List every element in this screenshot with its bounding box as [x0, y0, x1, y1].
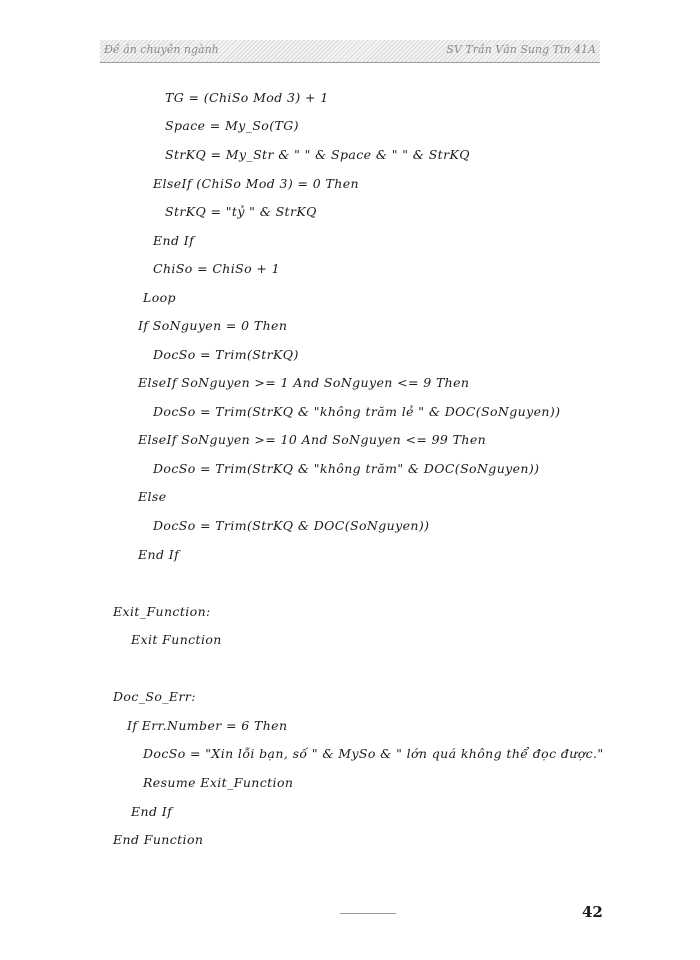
code-line: ChiSo = ChiSo + 1 — [153, 261, 280, 276]
code-line: Space = My_So(TG) — [165, 118, 299, 133]
code-line: Loop — [143, 290, 176, 305]
code-line: End If — [153, 233, 195, 248]
code-line: Else — [138, 489, 167, 504]
code-line: DocSo = Trim(StrKQ & "không trăm lẻ " & DOC(SoNguyen)) — [153, 404, 561, 419]
code-line: Resume Exit_Function — [143, 775, 294, 790]
code-line: StrKQ = My_Str & " " & Space & " " & StrKQ — [165, 147, 470, 162]
code-line: ElseIf SoNguyen >= 10 And SoNguyen <= 99 Then — [138, 432, 487, 447]
code-line: StrKQ = "tỷ " & StrKQ — [165, 204, 317, 219]
code-line: ElseIf (ChiSo Mod 3) = 0 Then — [153, 176, 359, 191]
code-line: ElseIf SoNguyen >= 1 And SoNguyen <= 9 Then — [138, 375, 470, 390]
header-left-text: Đề án chuyên ngành — [104, 43, 219, 56]
code-line: DocSo = Trim(StrKQ & DOC(SoNguyen)) — [153, 518, 430, 533]
code-line: Exit Function — [131, 632, 222, 647]
code-line: TG = (ChiSo Mod 3) + 1 — [165, 90, 329, 105]
code-line: End If — [131, 804, 173, 819]
code-line: DocSo = Trim(StrKQ) — [153, 347, 299, 362]
code-line: Doc_So_Err: — [113, 689, 196, 704]
code-line: DocSo = "Xin lỗi bạn, số " & MySo & " lớn quá không thể đọc được." — [143, 746, 604, 761]
code-line: If Err.Number = 6 Then — [127, 718, 288, 733]
code-line: Exit_Function: — [113, 604, 211, 619]
header-right-text: SV Trần Văn Sung Tin 41A — [446, 43, 596, 56]
code-line: End Function — [113, 832, 204, 847]
footer-divider — [340, 913, 396, 914]
page-number: 42 — [582, 903, 603, 921]
page-header — [100, 40, 600, 63]
code-line: End If — [138, 547, 180, 562]
code-line: If SoNguyen = 0 Then — [138, 318, 288, 333]
code-line: DocSo = Trim(StrKQ & "không trăm" & DOC(SoNguyen)) — [153, 461, 540, 476]
